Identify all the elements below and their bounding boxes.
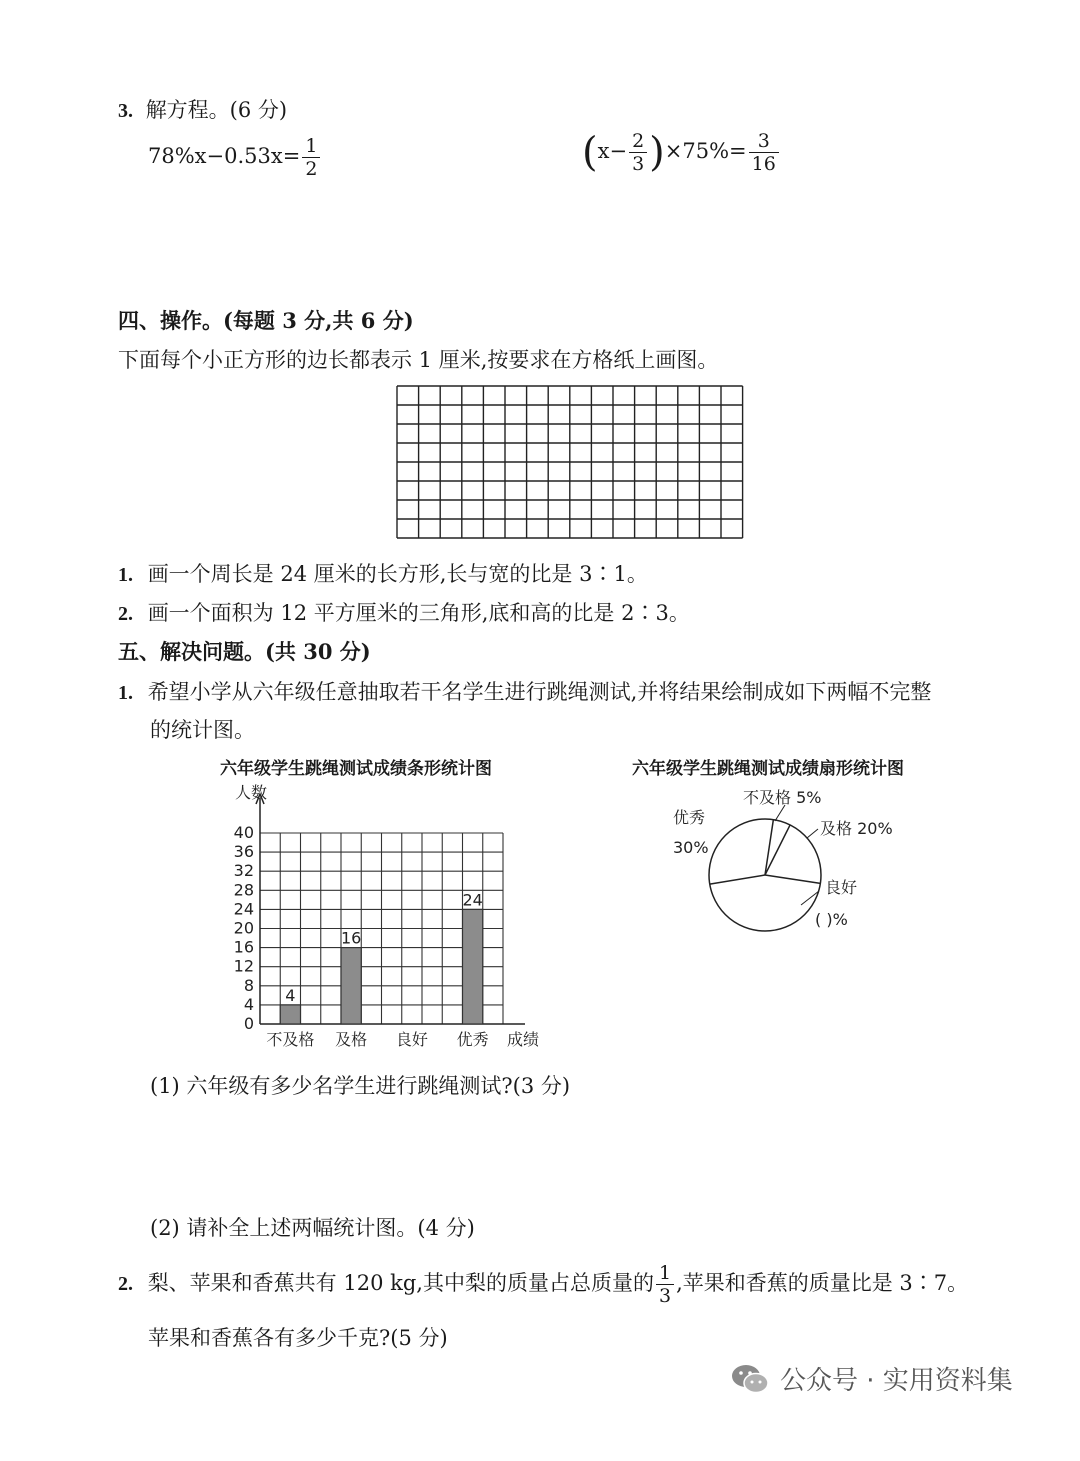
y-tick-label: 24: [233, 899, 254, 919]
q1-line-1: [118, 676, 931, 706]
leader-line: [775, 805, 785, 821]
pie-slice-boundary: [710, 875, 765, 884]
q1-text: 希望小学从六年级任意抽取若干名学生进行跳绳测试,并将结果绘制成如下两幅不完整: [147, 680, 932, 704]
bar-chart-title: 六年级学生跳绳测试成绩条形统计图: [220, 759, 492, 779]
open-paren: (: [582, 129, 598, 176]
y-tick-label: 40: [233, 823, 254, 842]
q1-sub-1: (1) 六年级有多少名学生进行跳绳测试?(3 分): [150, 1074, 571, 1098]
fraction-denominator: 3: [658, 1285, 672, 1307]
item-text: 画一个面积为 12 平方厘米的三角形,底和高的比是 2∶3。: [147, 601, 690, 625]
equation-2-fraction-2: [749, 130, 779, 175]
y-tick-label: 8: [243, 975, 254, 995]
pie-label-pass: 及格 20%: [820, 819, 893, 838]
close-paren: ): [649, 129, 665, 176]
fraction-numerator: 1: [302, 135, 320, 158]
watermark: [730, 1360, 1013, 1397]
y-tick-label: 28: [233, 880, 254, 900]
q3-heading: [118, 94, 287, 124]
pie-chart: [655, 785, 935, 945]
equation-2: [582, 130, 781, 175]
bar-data-label: 4: [285, 985, 296, 1005]
section-4-intro: 下面每个小正方形的边长都表示 1 厘米,按要求在方格纸上画图。: [118, 348, 719, 372]
pie-label-good: 良好: [825, 878, 858, 897]
y-tick-label: 0: [243, 1014, 254, 1033]
q1-sub-2: (2) 请补全上述两幅统计图。(4 分): [150, 1216, 475, 1240]
fraction-denominator: 16: [751, 153, 776, 175]
equation-2-fraction: [629, 130, 647, 175]
q1-number: 1.: [118, 682, 133, 704]
equation-1-fraction: [302, 135, 320, 180]
section-4-item-1: [118, 558, 648, 588]
bar-chart: [215, 780, 555, 1055]
watermark-text: 公众号 · 实用资料集: [780, 1366, 1013, 1396]
bar-data-label: 16: [340, 928, 362, 948]
wechat-icon: [730, 1361, 770, 1397]
fraction-denominator: 3: [632, 153, 645, 175]
y-tick-label: 4: [243, 994, 254, 1014]
grid-paper[interactable]: [395, 384, 745, 540]
q2-fraction: [656, 1262, 674, 1307]
pie-label-excellent-percent: 30%: [673, 838, 709, 857]
bar: [280, 1005, 300, 1024]
pie-label-excellent: 优秀: [673, 808, 706, 827]
pie-chart-title: 六年级学生跳绳测试成绩扇形统计图: [632, 759, 904, 779]
x-tick-label: 不及格: [266, 1030, 315, 1049]
q3-title: 解方程。(6 分): [145, 98, 288, 122]
y-tick-label: 12: [233, 956, 254, 976]
section-4-title: 四、操作。(每题 3 分,共 6 分): [118, 308, 414, 333]
equation-2-mid: ×75%=: [664, 139, 747, 163]
section-5-title: 五、解决问题。(共 30 分): [118, 639, 371, 664]
q3-number: 3.: [118, 100, 133, 122]
item-number: 2.: [118, 603, 133, 625]
y-tick-label: 16: [233, 937, 254, 957]
q2-number: 2.: [118, 1273, 133, 1295]
leader-line: [807, 829, 818, 838]
fraction-numerator: 2: [629, 130, 647, 153]
q2-line-2: 苹果和香蕉各有多少千克?(5 分): [148, 1326, 448, 1350]
fraction-numerator: 1: [656, 1262, 674, 1285]
x-tick-label: 及格: [335, 1030, 368, 1049]
pie-label-good-percent: ( )%: [815, 910, 848, 929]
y-tick-label: 36: [233, 842, 254, 862]
pie-label-fail: 不及格 5%: [743, 788, 822, 807]
x-axis-label: 成绩: [507, 1030, 540, 1049]
fraction-denominator: 2: [305, 158, 318, 180]
item-number: 1.: [118, 564, 133, 586]
equation-1-lhs: 78%x−0.53x=: [148, 144, 301, 168]
x-tick-label: 优秀: [456, 1030, 489, 1049]
bar: [463, 909, 483, 1024]
bar: [341, 948, 361, 1024]
y-tick-label: 32: [233, 861, 254, 881]
x-tick-label: 良好: [395, 1030, 428, 1049]
fraction-numerator: 3: [749, 130, 779, 153]
q1-line-2: 的统计图。: [150, 718, 255, 742]
section-4-item-2: [118, 597, 690, 627]
equation-1: [148, 135, 322, 180]
q2-text-a: 梨、苹果和香蕉共有 120 kg,其中梨的质量占总质量的: [147, 1271, 654, 1295]
y-axis-label: 人数: [235, 783, 268, 802]
equation-2-x: x−: [597, 139, 628, 163]
y-tick-label: 20: [233, 918, 254, 938]
item-text: 画一个周长是 24 厘米的长方形,长与宽的比是 3∶1。: [147, 562, 648, 586]
q2-text-b: ,苹果和香蕉的质量比是 3∶7。: [676, 1271, 969, 1295]
q2-line-1: [118, 1262, 968, 1307]
pie-slice-boundary: [765, 875, 820, 883]
bar-data-label: 24: [462, 890, 483, 910]
